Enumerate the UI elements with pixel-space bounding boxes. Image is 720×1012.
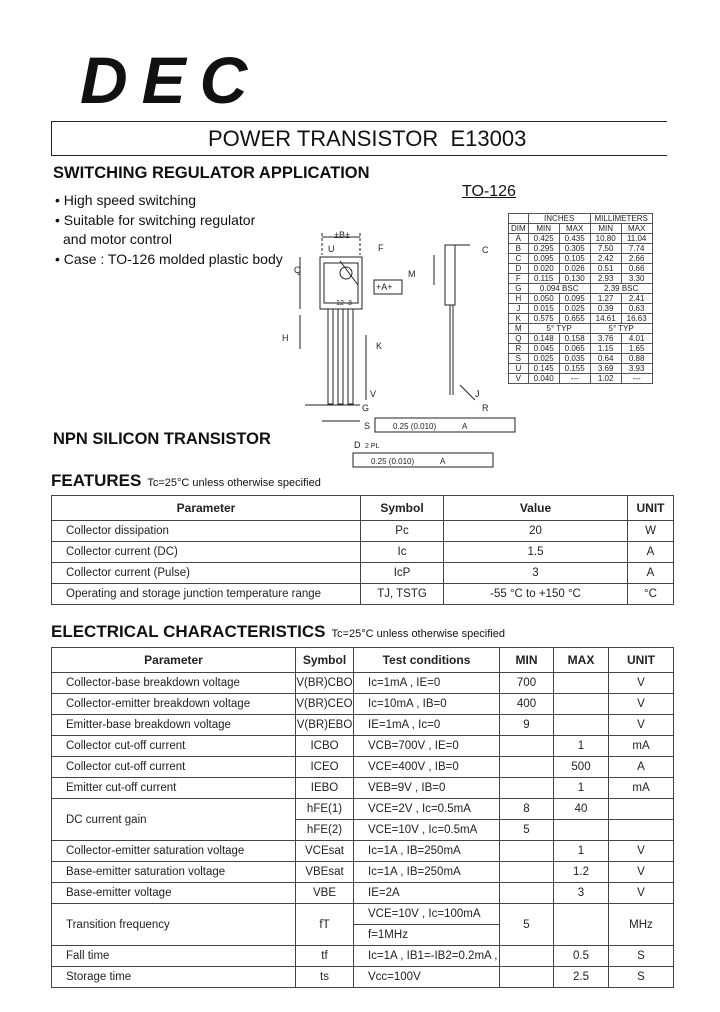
table-cell: 0.425 (528, 234, 559, 244)
dim-row (509, 234, 653, 244)
table-cell: 2.5 (554, 967, 609, 988)
table-cell (500, 883, 554, 904)
table-cell: Collector-emitter breakdown voltage (52, 694, 296, 715)
table-row (52, 757, 674, 778)
table-cell: hFE(1) (296, 799, 354, 820)
dim-row (509, 254, 653, 264)
table-cell: Operating and storage junction temperature range (52, 584, 361, 605)
table-cell: 1.02 (590, 374, 621, 384)
table-cell: V(BR)EBO (296, 715, 354, 736)
table-cell: 0.130 (559, 274, 590, 284)
table-cell: 3.76 (590, 334, 621, 344)
dim-label-c: C (482, 245, 489, 255)
table-cell (500, 736, 554, 757)
table-cell: 0.66 (621, 264, 652, 274)
table-row (52, 584, 674, 605)
table-cell: 700 (500, 673, 554, 694)
table-row (52, 715, 674, 736)
table-cell: 0.015 (528, 304, 559, 314)
table-cell: 0.026 (559, 264, 590, 274)
dim-row (509, 294, 653, 304)
table-row (52, 799, 674, 820)
datum-a-2: A (440, 457, 446, 466)
table-cell: ICBO (296, 736, 354, 757)
col-header: Symbol (361, 496, 444, 521)
table-cell: 1 (554, 841, 609, 862)
bullet-item: and motor control (63, 231, 172, 247)
table-cell: -55 °C to +150 °C (444, 584, 628, 605)
table-row (52, 946, 674, 967)
table-cell: 0.025 (528, 354, 559, 364)
dim-label-f: F (378, 243, 384, 253)
col-header: MIN (500, 648, 554, 673)
table-cell (500, 778, 554, 799)
table-row (52, 563, 674, 584)
table-cell: 0.63 (621, 304, 652, 314)
part-number: E13003 (450, 126, 527, 151)
table-cell: 0.094 BSC (528, 284, 590, 294)
table-cell: 1.2 (554, 862, 609, 883)
table-cell: C (509, 254, 529, 264)
table-cell: 3.30 (621, 274, 652, 284)
table-cell: Ic=1A , IB=250mA (354, 862, 500, 883)
table-row (52, 542, 674, 563)
table-cell: 0.115 (528, 274, 559, 284)
col-header: Test conditions (354, 648, 500, 673)
dim-row (509, 364, 653, 374)
col-header: Value (444, 496, 628, 521)
table-cell: A (509, 234, 529, 244)
table-cell: MHz (609, 904, 674, 946)
table-cell: W (628, 521, 674, 542)
table-cell: 2.41 (621, 294, 652, 304)
table-cell: VCEsat (296, 841, 354, 862)
pin-1: 1 (336, 300, 340, 307)
dim-row (509, 344, 653, 354)
table-cell: TJ, TSTG (361, 584, 444, 605)
table-cell: F (509, 274, 529, 284)
table-cell: B (509, 244, 529, 254)
dim-label-pl: 2 PL (365, 443, 380, 450)
table-cell: V (609, 862, 674, 883)
table-cell: 0.040 (528, 374, 559, 384)
product-name: POWER TRANSISTOR (208, 126, 439, 151)
table-cell: 0.025 (559, 304, 590, 314)
dim-label-d: D (354, 440, 361, 450)
dim-label-r: R (482, 403, 489, 413)
dim-label-s: S (364, 421, 371, 431)
table-cell: VEB=9V , IB=0 (354, 778, 500, 799)
table-cell: Transition frequency (52, 904, 296, 946)
table-cell: 0.575 (528, 314, 559, 324)
table-cell: 1 (554, 778, 609, 799)
table-cell: 40 (554, 799, 609, 820)
table-cell (500, 757, 554, 778)
table-cell: V(BR)CBO (296, 673, 354, 694)
table-cell: 1.65 (621, 344, 652, 354)
table-cell: mA (609, 736, 674, 757)
dim-label-g: G (362, 403, 370, 413)
dim-row (509, 284, 653, 294)
col-header: Parameter (52, 496, 361, 521)
col-header: MAX (621, 224, 652, 234)
table-cell (609, 820, 674, 841)
table-cell (554, 904, 609, 946)
dimension-table (508, 213, 653, 384)
table-cell: J (509, 304, 529, 314)
table-cell: 0.435 (559, 234, 590, 244)
dim-row (509, 354, 653, 364)
pin-2: 2 (340, 300, 344, 307)
table-cell: A (628, 563, 674, 584)
table-cell: V (509, 374, 529, 384)
table-cell: 2.39 BSC (590, 284, 652, 294)
table-cell: 9 (500, 715, 554, 736)
table-cell: --- (621, 374, 652, 384)
table-cell: V (609, 715, 674, 736)
table-cell: 2.93 (590, 274, 621, 284)
table-cell: tf (296, 946, 354, 967)
table-cell: IcP (361, 563, 444, 584)
bullet-item: • High speed switching (55, 192, 197, 208)
table-cell: Collector dissipation (52, 521, 361, 542)
table-cell: 1.15 (590, 344, 621, 354)
datum-a: A (462, 422, 468, 431)
table-cell: G (509, 284, 529, 294)
package-drawing (270, 225, 520, 475)
bullet-item: • Case : TO-126 molded plastic body (55, 250, 283, 267)
table-cell: 5° TYP (528, 324, 590, 334)
electrical-condition: Tc=25°C unless otherwise specified (331, 628, 505, 640)
table-cell: 1.5 (444, 542, 628, 563)
dim-label-q: Q (294, 265, 302, 275)
table-cell: VCB=700V , IE=0 (354, 736, 500, 757)
table-cell: 0.095 (559, 294, 590, 304)
page-title (208, 126, 526, 152)
dim-row (509, 274, 653, 284)
table-cell: Collector current (Pulse) (52, 563, 361, 584)
table-cell: M (509, 324, 529, 334)
col-header: Parameter (52, 648, 296, 673)
table-cell: 3.69 (590, 364, 621, 374)
table-row (52, 883, 674, 904)
table-cell: VCE=400V , IB=0 (354, 757, 500, 778)
table-cell: R (509, 344, 529, 354)
table-cell: °C (628, 584, 674, 605)
table-cell: 7.74 (621, 244, 652, 254)
table-cell: Ic=10mA , IB=0 (354, 694, 500, 715)
table-row (52, 736, 674, 757)
table-cell: Collector cut-off current (52, 736, 296, 757)
table-cell: 1.27 (590, 294, 621, 304)
col-header: UNIT (628, 496, 674, 521)
table-cell: mA (609, 778, 674, 799)
table-cell: Collector-emitter saturation voltage (52, 841, 296, 862)
table-cell: Fall time (52, 946, 296, 967)
table-cell: 8 (500, 799, 554, 820)
table-cell: 5 (500, 904, 554, 946)
table-cell: V (609, 883, 674, 904)
dim-label-j: J (475, 389, 480, 399)
features-condition: Tc=25°C unless otherwise specified (147, 477, 321, 489)
application-heading: SWITCHING REGULATOR APPLICATION (53, 164, 370, 182)
table-cell: S (509, 354, 529, 364)
col-header: Symbol (296, 648, 354, 673)
table-cell: 400 (500, 694, 554, 715)
table-cell: hFE(2) (296, 820, 354, 841)
table-cell: Emitter cut-off current (52, 778, 296, 799)
table-row (52, 904, 674, 925)
dim-row (509, 304, 653, 314)
table-cell (554, 694, 609, 715)
table-cell: H (509, 294, 529, 304)
table-cell: ts (296, 967, 354, 988)
dim-label-u: U (328, 244, 335, 254)
table-cell: V(BR)CEO (296, 694, 354, 715)
features-heading-row (51, 471, 321, 491)
table-cell: Ic=1A , IB=250mA (354, 841, 500, 862)
pin-3: 3 (348, 300, 352, 307)
table-cell: A (609, 757, 674, 778)
table-cell: 0.88 (621, 354, 652, 364)
dim-row (509, 244, 653, 254)
table-cell (500, 862, 554, 883)
table-cell: fT (296, 904, 354, 946)
table-cell: 0.655 (559, 314, 590, 324)
table-cell: 0.295 (528, 244, 559, 254)
electrical-table (51, 647, 674, 988)
electrical-heading: ELECTRICAL CHARACTERISTICS (51, 622, 326, 641)
table-cell: Q (509, 334, 529, 344)
table-cell (554, 820, 609, 841)
col-header: MIN (590, 224, 621, 234)
table-cell: V (609, 673, 674, 694)
table-cell: 0.158 (559, 334, 590, 344)
table-cell: 0.045 (528, 344, 559, 354)
table-row (52, 521, 674, 542)
company-logo: DEC (80, 43, 262, 117)
table-cell: 5 (500, 820, 554, 841)
table-cell: S (609, 946, 674, 967)
table-cell: 5° TYP (590, 324, 652, 334)
table-cell (609, 799, 674, 820)
table-cell: 1 (554, 736, 609, 757)
dim-row (509, 334, 653, 344)
npn-heading: NPN SILICON TRANSISTOR (53, 430, 271, 448)
tolerance-1: 0.25 (0.010) (393, 422, 437, 431)
table-row (52, 778, 674, 799)
table-cell: U (509, 364, 529, 374)
table-cell: Ic=1mA , IE=0 (354, 673, 500, 694)
table-cell: 0.39 (590, 304, 621, 314)
table-cell: Vcc=100V (354, 967, 500, 988)
table-cell: IE=1mA , Ic=0 (354, 715, 500, 736)
table-cell: VCE=10V , Ic=0.5mA (354, 820, 500, 841)
table-cell: 0.5 (554, 946, 609, 967)
table-cell (500, 967, 554, 988)
features-heading: FEATURES (51, 471, 142, 490)
table-row (52, 862, 674, 883)
dim-label-b: ±B± (334, 230, 350, 240)
table-cell: 500 (554, 757, 609, 778)
table-cell: Ic=1A , IB1=-IB2=0.2mA , (354, 946, 500, 967)
table-cell: Collector cut-off current (52, 757, 296, 778)
table-cell: Collector-base breakdown voltage (52, 673, 296, 694)
table-row (52, 694, 674, 715)
table-row (52, 841, 674, 862)
table-cell: 2.42 (590, 254, 621, 264)
electrical-heading-row (51, 622, 505, 642)
table-cell: DC current gain (52, 799, 296, 841)
table-cell (554, 673, 609, 694)
table-cell: Pc (361, 521, 444, 542)
table-cell: 0.64 (590, 354, 621, 364)
group-header: INCHES (528, 214, 590, 224)
tolerance-2: 0.25 (0.010) (371, 457, 415, 466)
package-name: TO-126 (462, 183, 516, 200)
table-cell: ICEO (296, 757, 354, 778)
table-cell: Emitter-base breakdown voltage (52, 715, 296, 736)
table-cell: 7.50 (590, 244, 621, 254)
table-cell: --- (559, 374, 590, 384)
dim-label-a: +A+ (376, 282, 393, 292)
table-cell: V (609, 841, 674, 862)
table-cell: D (509, 264, 529, 274)
table-row (52, 967, 674, 988)
col-header: DIM (509, 224, 529, 234)
table-cell (500, 946, 554, 967)
table-cell: VCE=10V , Ic=100mA (354, 904, 500, 925)
table-cell: V (609, 694, 674, 715)
col-header: UNIT (609, 648, 674, 673)
dim-label-m: M (408, 269, 416, 279)
table-cell: A (628, 542, 674, 563)
table-cell: Ic (361, 542, 444, 563)
table-cell: S (609, 967, 674, 988)
table-cell: VBEsat (296, 862, 354, 883)
dim-row (509, 324, 653, 334)
table-cell: Collector current (DC) (52, 542, 361, 563)
table-cell: 0.145 (528, 364, 559, 374)
table-cell: 0.035 (559, 354, 590, 364)
table-cell: Base-emitter saturation voltage (52, 862, 296, 883)
col-header: MAX (554, 648, 609, 673)
table-cell (500, 841, 554, 862)
table-cell: VBE (296, 883, 354, 904)
table-cell: 3.93 (621, 364, 652, 374)
table-cell: 16.63 (621, 314, 652, 324)
features-table (51, 495, 674, 605)
table-cell: 0.148 (528, 334, 559, 344)
table-cell: 3 (444, 563, 628, 584)
table-cell: 10.80 (590, 234, 621, 244)
dim-row (509, 314, 653, 324)
table-row (52, 673, 674, 694)
table-cell: 0.050 (528, 294, 559, 304)
dim-label-v: V (370, 389, 377, 399)
table-cell: K (509, 314, 529, 324)
table-cell: 0.51 (590, 264, 621, 274)
table-cell: Storage time (52, 967, 296, 988)
feature-bullets (55, 191, 283, 269)
table-cell (554, 715, 609, 736)
dim-label-h: H (282, 333, 289, 343)
table-cell: Base-emitter voltage (52, 883, 296, 904)
table-cell: 14.61 (590, 314, 621, 324)
dim-label-k: K (376, 341, 383, 351)
bullet-item: • Suitable for switching regulator (55, 211, 256, 228)
table-cell: VCE=2V , Ic=0.5mA (354, 799, 500, 820)
table-cell: 20 (444, 521, 628, 542)
table-cell: IE=2A (354, 883, 500, 904)
table-cell: IEBO (296, 778, 354, 799)
group-header: MILLIMETERS (590, 214, 652, 224)
table-cell: 0.065 (559, 344, 590, 354)
dim-row (509, 264, 653, 274)
table-cell: 2.66 (621, 254, 652, 264)
table-cell: f=1MHz (354, 925, 500, 946)
table-cell: 3 (554, 883, 609, 904)
table-cell: 0.020 (528, 264, 559, 274)
dim-row (509, 374, 653, 384)
col-header: MAX (559, 224, 590, 234)
table-cell: 0.155 (559, 364, 590, 374)
table-cell: 11.04 (621, 234, 652, 244)
table-cell: 0.305 (559, 244, 590, 254)
col-header: MIN (528, 224, 559, 234)
table-cell: 0.105 (559, 254, 590, 264)
table-cell: 0.095 (528, 254, 559, 264)
table-cell: 4.01 (621, 334, 652, 344)
